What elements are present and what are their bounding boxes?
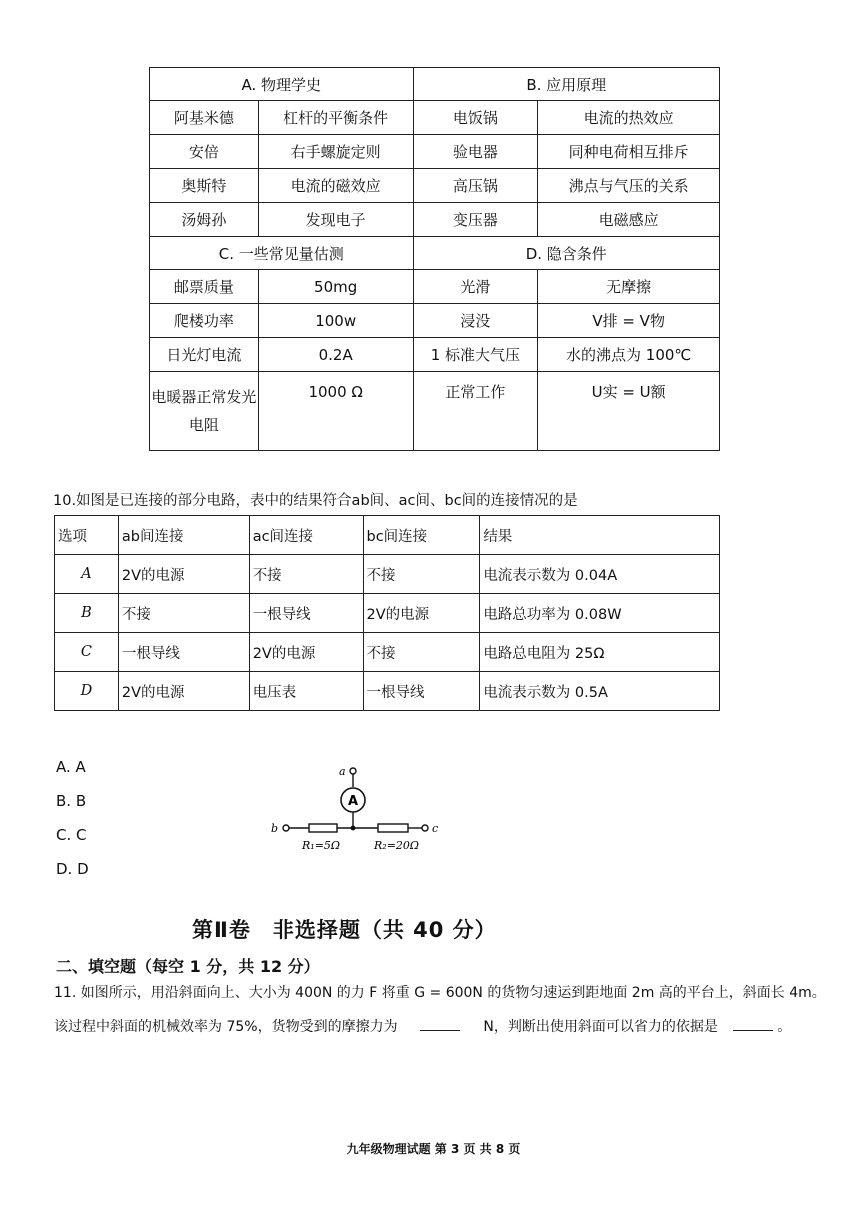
table-cell: 50mg <box>258 270 413 304</box>
label-r2: R₂=20Ω <box>374 839 420 852</box>
blank-reason[interactable] <box>733 1030 773 1031</box>
page-footer: 九年级物理试题 第 3 页 共 8 页 <box>346 1142 521 1156</box>
table-cell: V排 = V物 <box>538 304 720 338</box>
answer-option-b[interactable]: B. B <box>56 792 87 810</box>
table-cell: 电磁感应 <box>538 203 720 237</box>
table-cell: 邮票质量 <box>150 270 259 304</box>
table-row <box>150 338 720 372</box>
table-cell: 2V的电源 <box>363 594 480 633</box>
column-header: 选项 <box>55 516 119 555</box>
table-cell: B <box>55 594 119 633</box>
table-row <box>150 203 720 237</box>
q11-text-c: 。 <box>777 1019 792 1035</box>
table-cell: 100w <box>258 304 413 338</box>
resistor-r2 <box>378 824 408 832</box>
table-cell: 变压器 <box>413 203 538 237</box>
table-row <box>150 304 720 338</box>
table-cell: 正常工作 <box>413 372 538 451</box>
table-row <box>150 135 720 169</box>
table-cell: 高压锅 <box>413 169 538 203</box>
table-cell: 杠杆的平衡条件 <box>258 101 413 135</box>
table-row <box>150 68 720 101</box>
label-r1: R₁=5Ω <box>302 839 341 852</box>
table-row <box>55 594 720 633</box>
column-header: ab间连接 <box>118 516 249 555</box>
table-row <box>150 270 720 304</box>
table-cell: 阿基米德 <box>150 101 259 135</box>
table-row <box>150 101 720 135</box>
question-10-text: 10.如图是已连接的部分电路，表中的结果符合ab间、ac间、bc间的连接情况的是 <box>53 493 578 509</box>
table-cell: 电暖器正常发光电阻 <box>150 372 259 451</box>
answer-option-c[interactable]: C. C <box>56 826 87 844</box>
table-cell: 0.2A <box>258 338 413 372</box>
table-cell: D <box>55 672 119 711</box>
label-b: b <box>271 822 279 835</box>
answer-option-d[interactable]: D. D <box>56 860 89 878</box>
table-cell: 光滑 <box>413 270 538 304</box>
header-c: C. 一些常见量估测 <box>150 237 414 270</box>
q11-text-b: N，判断出使用斜面可以省力的依据是 <box>483 1019 718 1035</box>
resistor-r1 <box>309 824 337 832</box>
section-title: 第Ⅱ卷 非选择题（共 40 分） <box>192 918 497 942</box>
table-cell: 电路总功率为 0.08W <box>480 594 720 633</box>
question-11-line1: 11. 如图所示，用沿斜面向上、大小为 400N 的力 F 将重 G = 600N 的货物匀速运到距地面 2m 高的平台上，斜面长 4m。 <box>54 985 826 1001</box>
table-cell: 1 标准大气压 <box>413 338 538 372</box>
table-cell: 无摩擦 <box>538 270 720 304</box>
table-cell: 电流表示数为 0.04A <box>480 555 720 594</box>
table-cell: 沸点与气压的关系 <box>538 169 720 203</box>
ammeter-label: A <box>347 794 359 809</box>
table-cell: 一根导线 <box>249 594 363 633</box>
table-cell: 汤姆孙 <box>150 203 259 237</box>
table-cell: 电流的热效应 <box>538 101 720 135</box>
table-cell: 不接 <box>118 594 249 633</box>
table-cell: 不接 <box>363 555 480 594</box>
table-row <box>150 169 720 203</box>
table-cell: 不接 <box>249 555 363 594</box>
blank-friction[interactable] <box>420 1030 460 1031</box>
table-row <box>55 555 720 594</box>
fill-blank-heading: 二、填空题（每空 1 分，共 12 分） <box>56 957 320 976</box>
table-cell: 2V的电源 <box>118 672 249 711</box>
table-cell: 电流表示数为 0.5A <box>480 672 720 711</box>
header-b: B. 应用原理 <box>413 68 719 101</box>
table-row <box>55 672 720 711</box>
table-cell: 水的沸点为 100℃ <box>538 338 720 372</box>
table-cell: 奥斯特 <box>150 169 259 203</box>
table-cell: 电压表 <box>249 672 363 711</box>
terminal-a <box>350 768 356 774</box>
terminal-c <box>422 825 428 831</box>
table-cell: 验电器 <box>413 135 538 169</box>
header-d: D. 隐含条件 <box>413 237 719 270</box>
table-cell: 1000 Ω <box>258 372 413 451</box>
table-cell: 2V的电源 <box>118 555 249 594</box>
physics-knowledge-table <box>149 67 720 451</box>
column-header: 结果 <box>480 516 720 555</box>
table-cell: 电饭锅 <box>413 101 538 135</box>
table-cell: 爬楼功率 <box>150 304 259 338</box>
table-cell: 右手螺旋定则 <box>258 135 413 169</box>
table-cell: 电路总电阻为 25Ω <box>480 633 720 672</box>
header-a: A. 物理学史 <box>150 68 414 101</box>
table-cell: A <box>55 555 119 594</box>
table-cell: C <box>55 633 119 672</box>
table-row <box>55 633 720 672</box>
table-cell: 一根导线 <box>363 672 480 711</box>
table-row <box>150 237 720 270</box>
table-cell: 浸没 <box>413 304 538 338</box>
table-cell: 发现电子 <box>258 203 413 237</box>
table-row <box>150 372 720 451</box>
table-cell: 安倍 <box>150 135 259 169</box>
table-cell: 同种电荷相互排斥 <box>538 135 720 169</box>
question-11-line2 <box>54 1016 791 1036</box>
answer-option-a[interactable]: A. A <box>56 758 86 776</box>
terminal-b <box>283 825 289 831</box>
column-header: bc间连接 <box>363 516 480 555</box>
table-cell: 日光灯电流 <box>150 338 259 372</box>
column-header: ac间连接 <box>249 516 363 555</box>
label-a: a <box>339 765 346 778</box>
circuit-diagram <box>266 762 456 857</box>
label-c: c <box>432 822 439 835</box>
question-10-table <box>54 515 720 711</box>
table-cell: 不接 <box>363 633 480 672</box>
table-cell: U实 = U额 <box>538 372 720 451</box>
table-cell: 电流的磁效应 <box>258 169 413 203</box>
table-cell: 一根导线 <box>118 633 249 672</box>
table-row <box>55 516 720 555</box>
q11-text-a: 该过程中斜面的机械效率为 75%，货物受到的摩擦力为 <box>54 1019 398 1035</box>
table-cell: 2V的电源 <box>249 633 363 672</box>
